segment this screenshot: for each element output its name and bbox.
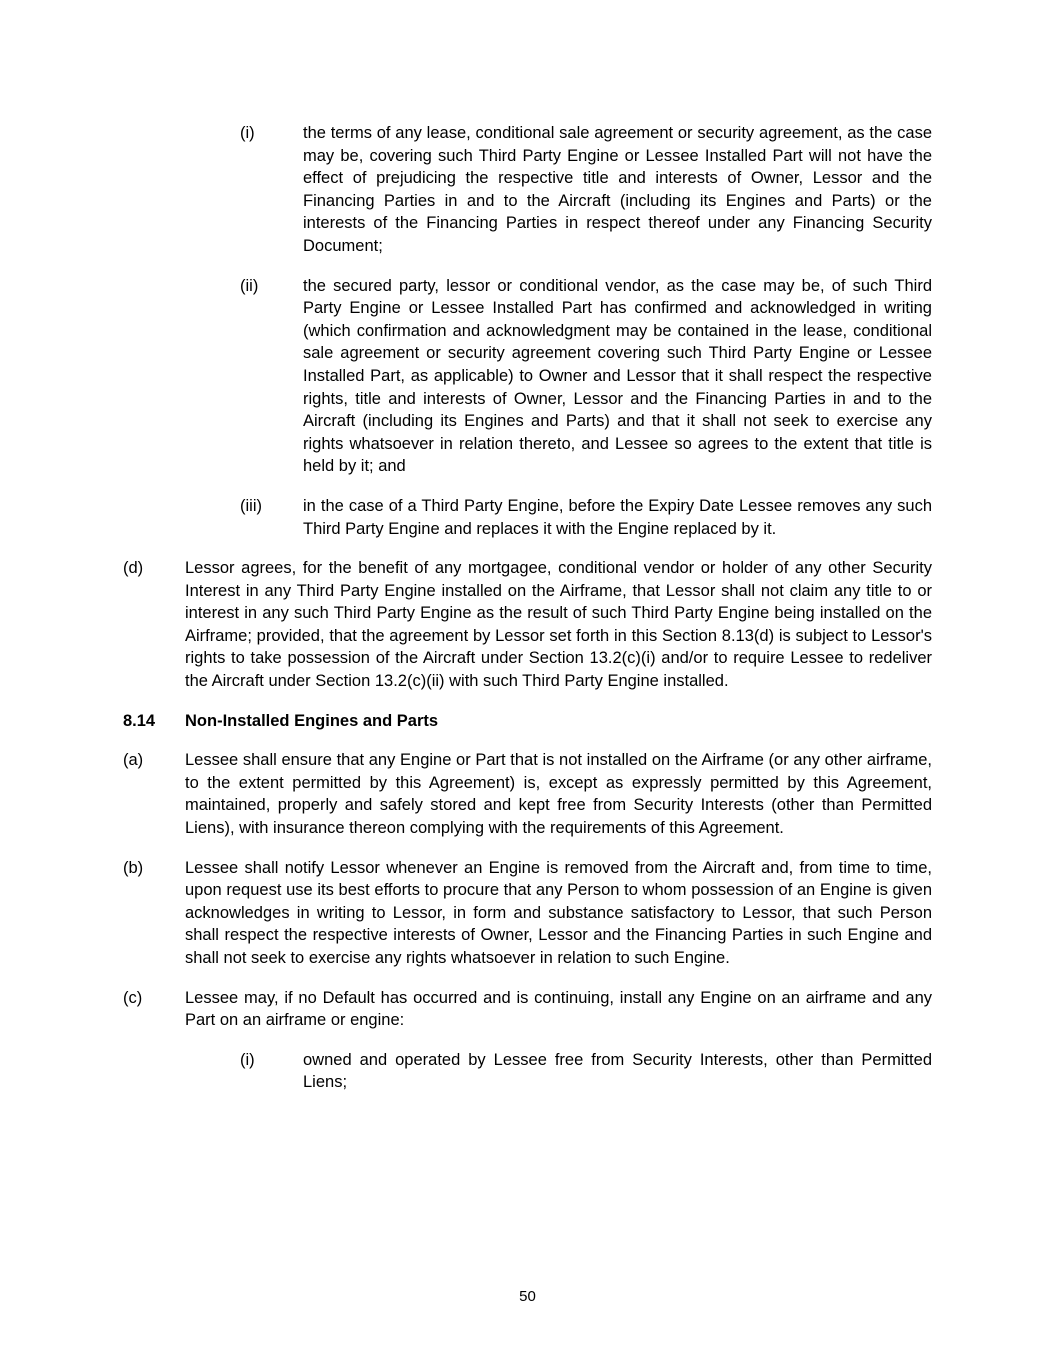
paragraph <box>240 495 932 540</box>
section-number: 8.14 <box>123 711 156 730</box>
paragraph-text: the secured party, lessor or conditional vendor, as the case may be, of such Third Party Engine or Lessee Installed Part has confirmed and acknowledged in writing (which confirmation and acknowledgment may be contained in the lease, conditional sale agreement or security agreement covering such Third Party Engine or Lessee Installed Part, as applicable) to Owner and Lessor that it shall respect the respective rights, title and interests of Owner, Lessor and the Financing Parties in and to the Aircraft (including its Engines and Parts) and that it shall not seek to exercise any rights whatsoever in relation thereto, and Lessee so agrees to the extent that title is held by it; and <box>303 276 932 476</box>
paragraph-text: the terms of any lease, conditional sale agreement or security agreement, as the case may be, covering such Third Party Engine or Lessee Installed Part will not have the effect of prejudicing the respective title and interests of Owner, Lessor and the Financing Parties in and to the Aircraft (including its Engines and Parts) or the interests of the Financing Parties in respect thereof under any Financing Security Document; <box>303 124 932 255</box>
paragraph <box>123 557 932 693</box>
section-heading <box>123 710 932 733</box>
paragraph-text: Lessee shall notify Lessor whenever an Engine is removed from the Aircraft and, from time to time, upon request use its best efforts to procure that any Person to whom possession of an Engine is given acknowledges in writing to Lessor, in form and substance satisfactory to Lessor, that such Person shall respect the respective interests of Owner, Lessor and the Financing Parties in such Engine and shall not seek to exercise any rights whatsoever in relation to such Engine. <box>185 858 932 967</box>
page-number: 50 <box>519 1288 536 1306</box>
paragraph <box>123 857 932 970</box>
paragraph-label: (iii) <box>240 496 262 515</box>
paragraph-text: owned and operated by Lessee free from Security Interests, other than Permitted Liens; <box>303 1050 932 1092</box>
paragraph-label: (a) <box>123 751 144 770</box>
paragraph-text: in the case of a Third Party Engine, before the Expiry Date Lessee removes any such Third Party Engine and replaces it with the Engine replaced by it. <box>303 496 932 538</box>
paragraph-label: (ii) <box>240 276 259 295</box>
paragraph <box>240 1049 932 1094</box>
paragraph <box>240 122 932 258</box>
paragraph-text: Lessee shall ensure that any Engine or Part that is not installed on the Airframe (or any other airframe, to the extent permitted by this Agreement) is, except as expressly permitted by this Agreement, maintained, properly and safely stored and kept free from Security Interests (other than Permitted Liens), with insurance thereon complying with the requirements of this Agreement. <box>185 751 932 838</box>
paragraph-label: (d) <box>123 559 144 578</box>
paragraph-label: (b) <box>123 858 144 877</box>
paragraph-text: Lessor agrees, for the benefit of any mortgagee, conditional vendor or holder of any other Security Interest in any Third Party Engine installed on the Airframe, that Lessor shall not claim any title to or interest in any such Third Party Engine as the result of such Third Party Engine being installed on the Airframe; provided, that the agreement by Lessor set forth in this Section 8.13(d) is subject to Lessor's rights to take possession of the Aircraft under Section 13.2(c)(i) and/or to require Lessee to redeliver the Aircraft under Section 13.2(c)(ii) with such Third Party Engine installed. <box>185 559 932 691</box>
paragraph <box>123 749 932 839</box>
section-title: Non-Installed Engines and Parts <box>185 711 439 730</box>
paragraph-label: (c) <box>123 988 143 1007</box>
paragraph <box>123 987 932 1032</box>
paragraph-label: (i) <box>240 1050 255 1069</box>
paragraph-label: (i) <box>240 124 255 142</box>
paragraph <box>240 275 932 478</box>
paragraph-text: Lessee may, if no Default has occurred and is continuing, install any Engine on an airframe and any Part on an airframe or engine: <box>185 988 932 1030</box>
document-content <box>123 122 932 1094</box>
